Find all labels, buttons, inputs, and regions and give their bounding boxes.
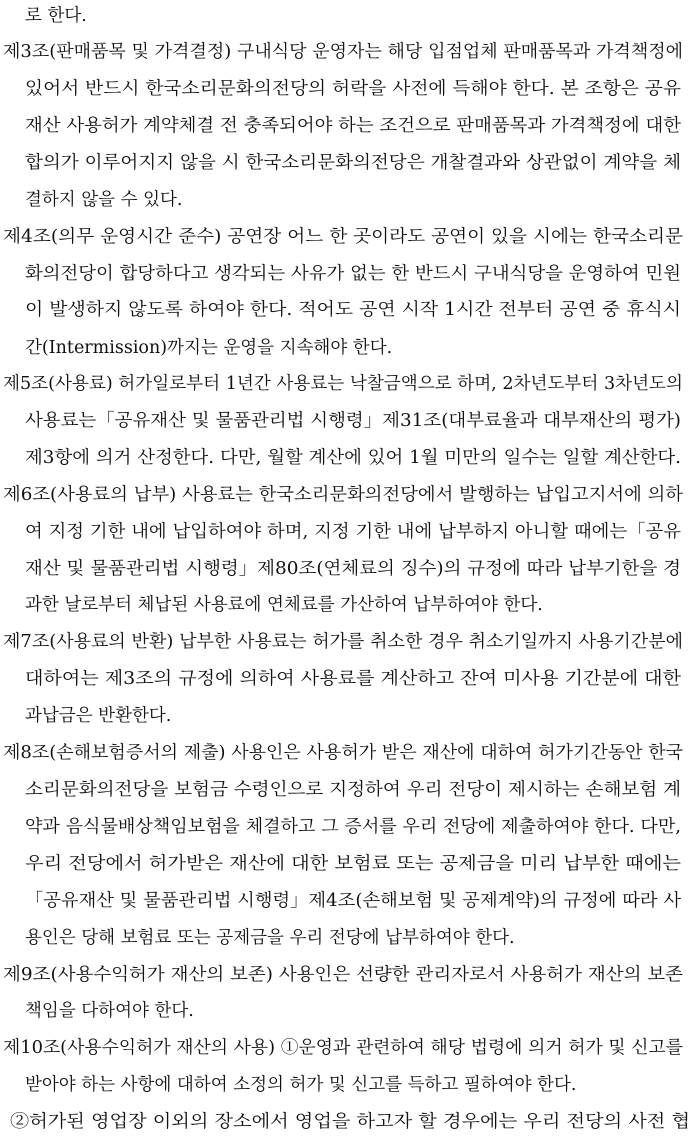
text-span: 소리문화의전당을 보험금 수령인으로 지정하여 우리 전당이 제시하는 손해보험 계 — [25, 780, 681, 800]
text-line — [0, 809, 700, 845]
article-10-heading-line — [0, 1030, 700, 1066]
text-span: 있어서 반드시 한국소리문화의전당의 허락을 사전에 득해야 한다. 본 조항은 공유 — [25, 79, 681, 99]
text-line — [0, 993, 700, 1029]
text-span: 책임을 다하여야 한다. — [25, 1001, 194, 1021]
text-line — [0, 182, 700, 218]
text-line — [0, 403, 700, 439]
text-span: 사용료는「공유재산 및 물품관리법 시행령」제31조(대부료율과 대부재산의 평가) — [25, 411, 681, 431]
text-line — [0, 772, 700, 808]
article-5-heading-line — [0, 366, 700, 402]
text-span: 재산 사용허가 계약체결 전 충족되어야 하는 조건으로 판매품목과 가격책정에 대한 — [25, 116, 681, 136]
text-line — [0, 587, 700, 623]
text-span: 로 한다. — [25, 6, 87, 26]
text-span: 화의전당이 합당하다고 생각되는 사유가 없는 한 반드시 구내식당을 운영하여 민원 — [25, 264, 681, 284]
text-span: 간(Intermission)까지는 운영을 지속해야 한다. — [25, 338, 393, 358]
text-span: 제3조(판매품목 및 가격결정) 구내식당 운영자는 해당 입점업체 판매품목과 가격책정에 — [3, 42, 683, 62]
text-line — [0, 514, 700, 550]
text-span: 과납금은 반환한다. — [25, 706, 172, 726]
text-span: 제6조(사용료의 납부) 사용료는 한국소리문화의전당에서 발행하는 납입고지서에 의하 — [3, 485, 684, 505]
text-span: 제9조(사용수익허가 재산의 보존) 사용인은 선량한 관리자로서 사용허가 재산의 보존 — [3, 965, 683, 985]
text-span: 제8조(손해보험증서의 제출) 사용인은 사용허가 받은 재산에 대하여 허가기간동안 한국 — [3, 743, 683, 763]
text-span: 제10조(사용수익허가 재산의 사용) ①운영과 관련하여 해당 법령에 의거 허가 및 신고를 — [3, 1038, 683, 1058]
text-line — [0, 698, 700, 734]
text-line — [0, 71, 700, 107]
article-6-heading-line — [0, 477, 700, 513]
text-span: 용인은 당해 보험료 또는 공제금을 우리 전당에 납부하여야 한다. — [25, 928, 515, 948]
text-span: 「공유재산 및 물품관리법 시행령」제4조(손해보험 및 공제계약)의 규정에 따라 사 — [25, 891, 682, 911]
text-line — [0, 883, 700, 919]
text-span: 대하여는 제3조의 규정에 의하여 사용료를 계산하고 잔여 미사용 기간분에 대한 — [25, 669, 682, 689]
article-4-heading-line — [0, 219, 700, 255]
text-line — [0, 108, 700, 144]
text-line — [0, 1104, 700, 1140]
text-span: 제3항에 의거 산정한다. 다만, 월할 계산에 있어 1월 미만의 일수는 일할 계산한다. — [25, 448, 681, 468]
text-span: 약과 음식물배상책임보험을 체결하고 그 증서를 우리 전당에 제출하여야 한다. 다만, — [25, 817, 681, 837]
text-span: 우리 전당에서 허가받은 재산에 대한 보험료 또는 공제금을 미리 납부한 때에는 — [25, 854, 681, 874]
text-line — [0, 846, 700, 882]
text-line — [0, 330, 700, 366]
text-span: 재산 및 물품관리법 시행령」제80조(연체료의 징수)의 규정에 따라 납부기한을 경 — [25, 559, 682, 579]
text-line — [0, 292, 700, 328]
text-span: 제5조(사용료) 허가일로부터 1년간 사용료는 낙찰금액으로 하며, 2차년도부터 3차년도의 — [3, 374, 683, 394]
text-line — [0, 661, 700, 697]
text-line — [0, 1067, 700, 1103]
text-span: ②허가된 영업장 이외의 장소에서 영업을 하고자 할 경우에는 우리 전당의 사전 협 — [10, 1112, 690, 1132]
text-line — [0, 551, 700, 587]
article-8-heading-line — [0, 735, 700, 771]
text-span: 이 발생하지 않도록 하여야 한다. 적어도 공연 시작 1시간 전부터 공연 중 휴식시 — [25, 300, 681, 320]
article-7-heading-line — [0, 624, 700, 660]
text-line — [0, 145, 700, 181]
text-span: 합의가 이루어지지 않을 시 한국소리문화의전당은 개찰결과와 상관없이 계약을 체 — [25, 153, 681, 173]
text-span: 받아야 하는 사항에 대하여 소정의 허가 및 신고를 득하고 필하여야 한다. — [25, 1075, 577, 1095]
text-line — [0, 0, 700, 34]
text-span: 결하지 않을 수 있다. — [25, 190, 183, 210]
article-3-heading-line — [0, 34, 700, 70]
text-span: 과한 날로부터 체납된 사용료에 연체료를 가산하여 납부하여야 한다. — [25, 595, 543, 615]
text-line — [0, 256, 700, 292]
article-9-heading-line — [0, 957, 700, 993]
text-line — [0, 920, 700, 956]
text-span: 여 지정 기한 내에 납입하여야 하며, 지정 기한 내에 납부하지 아니할 때에는「공유 — [25, 522, 681, 542]
text-line — [0, 440, 700, 476]
text-span: 제4조(의무 운영시간 준수) 공연장 어느 한 곳이라도 공연이 있을 시에는 한국소리문 — [3, 227, 683, 247]
text-span: 제7조(사용료의 반환) 납부한 사용료는 허가를 취소한 경우 취소기일까지 사용기간분에 — [3, 632, 683, 652]
